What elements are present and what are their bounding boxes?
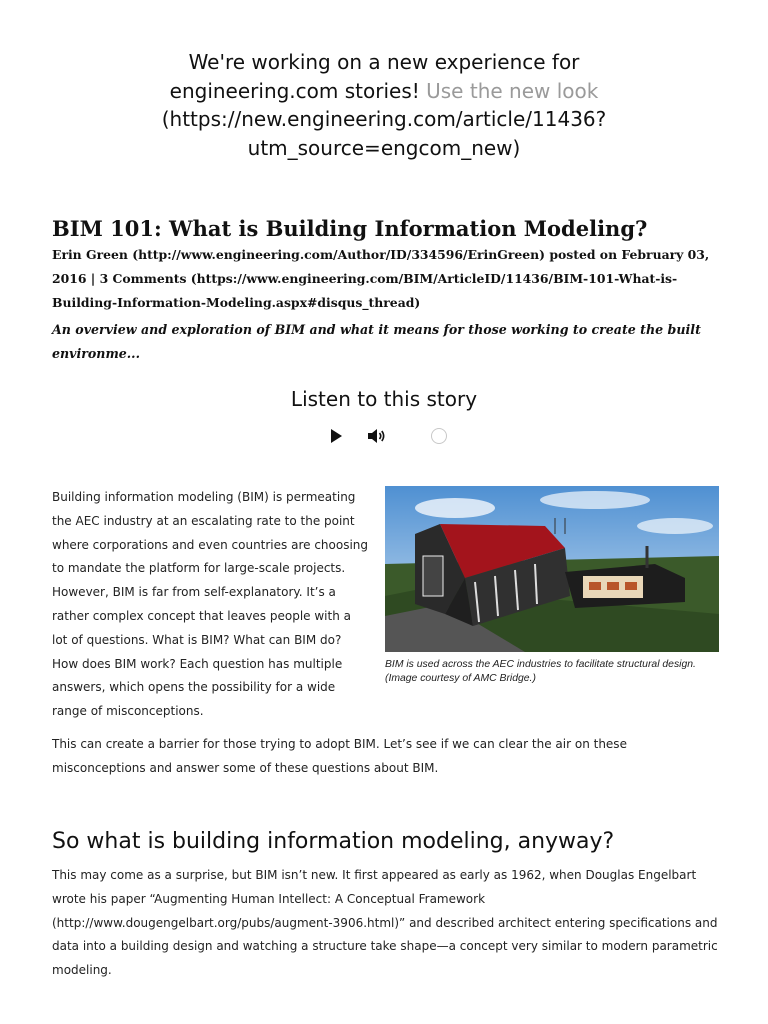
article-summary	[52, 318, 718, 366]
progress-slider-knob[interactable]	[431, 428, 447, 444]
audio-player	[0, 424, 768, 448]
bim-house-image	[385, 486, 719, 652]
new-look-url[interactable]: (https://new.engineering.com/article/11436?utm_source=engcom_new)	[161, 107, 607, 160]
listen-heading: Listen to this story	[290, 387, 478, 411]
section-heading: So what is building information modeling, anyway?	[52, 829, 615, 854]
article-title: BIM 101: What is Building Information Modeling?	[52, 216, 648, 241]
paragraph-three: This may come as a surprise, but BIM isn’t new. It first appeared as early as 1962, when Douglas Engelbart wrote his paper “Augmenting Human Intellect: A Conceptual Framework (http://www.dougengelbart.org/pubs/augment-3906.html)” and described architect entering specifications and data into a building design and watching a structure take shape—a concept very similar to modern parametric modeling.	[52, 868, 718, 978]
article-figure	[385, 486, 719, 686]
intro-paragraph: Building information modeling (BIM) is permeating the AEC industry at an escalating rate to the point where corporations and even countries are choosing to mandate the platform for large-scale projects. However, BIM is far from self-explanatory. It’s a rather complex concept that leaves people with a lot of questions. What is BIM? What can BIM do? How does BIM work? Each question has multiple answers, which opens the possibility for a wide range of misconceptions.	[52, 490, 369, 719]
volume-icon[interactable]	[366, 427, 388, 445]
play-icon[interactable]	[327, 427, 345, 445]
figure-caption: BIM is used across the AEC industries to facilitate structural design. (Image courtesy of AMC Bridge.)	[385, 659, 696, 684]
summary-suffix: and what it means for those working to create the built environme...	[52, 322, 701, 361]
banner-text: We're working on a new experience for engineering.com stories!	[169, 50, 580, 103]
new-experience-banner	[120, 48, 648, 162]
summary-bim: BIM	[274, 322, 306, 337]
article-byline[interactable]: Erin Green (http://www.engineering.com/Author/ID/334596/ErinGreen) posted on February 03, 2016 | 3 Comments (https://www.engineering.com/BIM/ArticleID/11436/BIM-101-What-is-Building-Information-Modeling.aspx#disqus_thread)	[52, 247, 710, 310]
summary-prefix: An overview and exploration of	[52, 322, 271, 337]
paragraph-two: This can create a barrier for those trying to adopt BIM. Let’s see if we can clear the air on these misconceptions and answer some of these questions about BIM.	[52, 737, 627, 775]
use-new-look-link[interactable]: Use the new look	[426, 78, 599, 103]
